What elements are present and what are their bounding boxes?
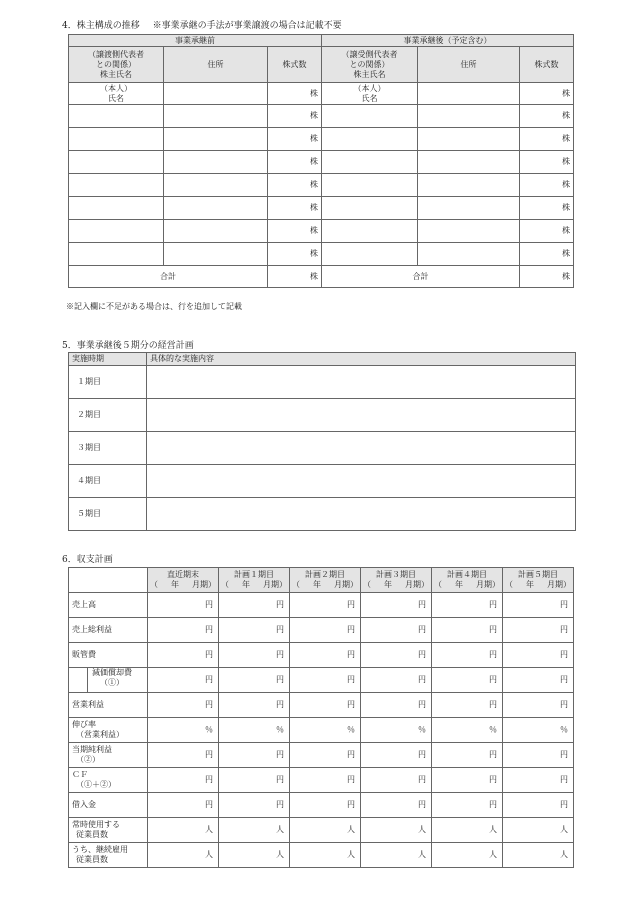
unit-label: 円	[276, 700, 284, 709]
fiscal-period-placeholder	[150, 580, 216, 590]
row-label	[69, 793, 148, 818]
unit-label: 円	[418, 750, 426, 759]
unit-label: 円	[276, 675, 284, 684]
name-label: 氏名	[361, 93, 378, 103]
unit-label: 円	[276, 750, 284, 759]
period-label: １期目	[69, 366, 147, 399]
fiscal-period-placeholder	[221, 580, 287, 590]
unit-cell	[503, 668, 574, 693]
unit-cell	[503, 843, 574, 868]
shares-unit: 株	[268, 105, 322, 128]
unit-cell	[361, 693, 432, 718]
period-column-header	[148, 568, 219, 593]
unit-cell	[219, 818, 290, 843]
row-label-line: （②）	[76, 755, 100, 764]
fiscal-period-part: 月期）	[547, 580, 571, 589]
unit-label: 人	[560, 825, 568, 834]
unit-cell	[290, 668, 361, 693]
unit-label: 円	[418, 700, 426, 709]
row-label	[69, 743, 148, 768]
shares-unit: 株	[520, 197, 574, 220]
unit-label: 円	[489, 675, 497, 684]
unit-cell	[148, 818, 219, 843]
section4-note: ※事業承継の手法が事業譲渡の場合は記載不要	[152, 21, 342, 31]
content-cell	[147, 498, 576, 531]
unit-label: 人	[347, 825, 355, 834]
unit-cell	[503, 593, 574, 618]
fiscal-period-placeholder	[292, 580, 358, 590]
unit-cell	[219, 643, 290, 668]
unit-label: 円	[276, 650, 284, 659]
shares-unit: 株	[520, 105, 574, 128]
shares-unit: 株	[520, 266, 574, 288]
table-row	[69, 465, 576, 498]
row-label-line: うち、継続雇用	[72, 845, 128, 854]
unit-cell	[432, 743, 503, 768]
unit-cell	[148, 593, 219, 618]
unit-label: 円	[560, 775, 568, 784]
unit-cell	[432, 718, 503, 743]
unit-label: 円	[560, 600, 568, 609]
row-label-line: 販管費	[72, 650, 96, 659]
shares-unit: 株	[520, 243, 574, 266]
unit-label: 円	[205, 625, 213, 634]
unit-label: 円	[418, 800, 426, 809]
row-label-line: 従業員数	[76, 855, 108, 864]
unit-cell	[361, 743, 432, 768]
unit-cell	[503, 743, 574, 768]
unit-cell	[290, 693, 361, 718]
section4-footnote: ※記入欄に不足がある場合は、行を追加して記載	[66, 302, 242, 311]
after-holder-self	[322, 83, 418, 105]
row-label-line: （営業利益）	[76, 730, 124, 739]
before-header: 事業承継前	[69, 35, 322, 47]
unit-label: 人	[489, 825, 497, 834]
unit-cell	[361, 768, 432, 793]
unit-label: 円	[347, 800, 355, 809]
unit-label: 円	[347, 775, 355, 784]
fiscal-period-part: 年	[384, 580, 392, 589]
section6-title: 6．収支計画	[62, 555, 113, 565]
unit-label: 人	[205, 825, 213, 834]
after-holder-header-line: （譲受側代表者	[341, 49, 398, 59]
unit-label: 円	[276, 775, 284, 784]
unit-cell	[290, 793, 361, 818]
unit-label: 人	[418, 850, 426, 859]
before-holder-self	[69, 83, 164, 105]
unit-cell	[290, 743, 361, 768]
table-row	[69, 718, 574, 743]
unit-cell	[503, 693, 574, 718]
shares-unit: 株	[268, 243, 322, 266]
period-header: 実施時期	[69, 353, 147, 366]
unit-label: 円	[418, 600, 426, 609]
table-row	[69, 220, 574, 243]
table-row	[69, 793, 574, 818]
unit-cell	[361, 618, 432, 643]
fiscal-period-part: 月期）	[263, 580, 287, 589]
unit-label: 円	[347, 625, 355, 634]
unit-cell	[361, 818, 432, 843]
self-label: （本人）	[353, 83, 386, 93]
unit-cell	[503, 818, 574, 843]
fiscal-period-part: 月期）	[405, 580, 429, 589]
table-row	[69, 366, 576, 399]
table-row	[69, 593, 574, 618]
table-row	[69, 818, 574, 843]
period-column-title: 計画３期目	[376, 570, 416, 579]
table-row	[69, 128, 574, 151]
row-label	[69, 668, 148, 693]
row-label	[69, 843, 148, 868]
unit-label: 円	[347, 600, 355, 609]
unit-label: 円	[347, 700, 355, 709]
before-holder-header-line: 株主氏名	[100, 69, 132, 79]
table-row	[69, 768, 574, 793]
unit-cell	[219, 593, 290, 618]
table-row	[69, 693, 574, 718]
unit-label: 円	[489, 625, 497, 634]
content-cell	[147, 399, 576, 432]
unit-label: 人	[489, 850, 497, 859]
shareholder-table	[68, 34, 574, 288]
table-row	[69, 498, 576, 531]
before-total-label: 合計	[69, 266, 268, 288]
address-cell	[164, 83, 268, 105]
table-row	[69, 668, 574, 693]
unit-cell	[432, 693, 503, 718]
unit-cell	[290, 618, 361, 643]
total-row	[69, 266, 574, 288]
table-row	[69, 151, 574, 174]
unit-cell	[148, 693, 219, 718]
unit-cell	[148, 793, 219, 818]
table-row	[69, 174, 574, 197]
fiscal-period-part: （	[221, 580, 229, 589]
table-row	[69, 399, 576, 432]
row-label-line: 営業利益	[72, 700, 104, 709]
before-holder-header-line: との関係）	[96, 59, 136, 69]
fiscal-period-part: （	[505, 580, 513, 589]
row-label-line: 減価償却費	[92, 668, 132, 677]
unit-label: 円	[276, 625, 284, 634]
row-label	[69, 768, 148, 793]
section5-title: 5．事業承継後５期分の経営計画	[62, 341, 194, 351]
table-row	[69, 197, 574, 220]
period-column-header	[219, 568, 290, 593]
unit-cell	[219, 693, 290, 718]
management-plan-table	[68, 352, 576, 531]
fiscal-period-part: （	[150, 580, 158, 589]
unit-label: 円	[560, 750, 568, 759]
corner-cell	[69, 568, 148, 593]
row-label-line: 当期純利益	[72, 745, 112, 754]
unit-label: 人	[560, 850, 568, 859]
unit-label: 円	[560, 800, 568, 809]
unit-label: 円	[489, 700, 497, 709]
fiscal-period-part: 年	[455, 580, 463, 589]
row-label	[69, 693, 148, 718]
unit-cell	[361, 643, 432, 668]
unit-label: 円	[205, 675, 213, 684]
table-row	[69, 843, 574, 868]
row-label-line: ＣＦ	[72, 770, 88, 779]
name-label: 氏名	[108, 93, 124, 103]
unit-cell	[290, 593, 361, 618]
row-label	[69, 593, 148, 618]
unit-label: 円	[489, 750, 497, 759]
after-shares-header: 株式数	[520, 47, 574, 83]
after-header: 事業承継後（予定含む）	[322, 35, 574, 47]
unit-label: 円	[489, 800, 497, 809]
row-label-line: 借入金	[72, 800, 96, 809]
unit-label: 円	[205, 650, 213, 659]
unit-label: 円	[347, 650, 355, 659]
shares-unit: 株	[268, 266, 322, 288]
unit-label: 円	[347, 675, 355, 684]
content-header: 具体的な実施内容	[147, 353, 576, 366]
period-label: ５期目	[69, 498, 147, 531]
unit-label: 人	[276, 825, 284, 834]
row-label-line: 売上総利益	[72, 625, 112, 634]
unit-label: 円	[418, 625, 426, 634]
row-label-line: 従業員数	[76, 830, 108, 839]
unit-cell	[148, 718, 219, 743]
section4-title-text: 4．株主構成の推移	[62, 21, 140, 31]
unit-label: 円	[489, 650, 497, 659]
unit-cell	[148, 743, 219, 768]
row-label-line: （①）	[100, 678, 124, 687]
fiscal-period-part: 年	[526, 580, 534, 589]
period-column-title: 計画２期目	[305, 570, 345, 579]
after-holder-header-line: との関係）	[349, 59, 390, 69]
unit-cell	[503, 718, 574, 743]
row-label-line: 伸び率	[72, 720, 96, 729]
period-column-header	[361, 568, 432, 593]
table-row	[69, 432, 576, 465]
row-label-line: 常時使用する	[72, 820, 120, 829]
before-shares-header: 株式数	[268, 47, 322, 83]
unit-cell	[219, 743, 290, 768]
table-row	[69, 243, 574, 266]
unit-label: 人	[276, 850, 284, 859]
unit-label: 円	[205, 700, 213, 709]
unit-cell	[219, 793, 290, 818]
unit-label: 円	[489, 775, 497, 784]
unit-cell	[503, 768, 574, 793]
row-label	[69, 718, 148, 743]
unit-cell	[432, 618, 503, 643]
period-column-title: 計画４期目	[447, 570, 487, 579]
unit-cell	[432, 818, 503, 843]
fiscal-period-placeholder	[434, 580, 500, 590]
shares-unit: 株	[520, 128, 574, 151]
period-column-title: 直近期末	[167, 570, 199, 579]
after-holder-header-line: 株主氏名	[353, 69, 386, 79]
unit-label: ％	[489, 725, 497, 734]
unit-label: ％	[205, 725, 213, 734]
unit-cell	[290, 643, 361, 668]
shares-unit: 株	[268, 174, 322, 197]
unit-cell	[219, 718, 290, 743]
period-column-title: 計画１期目	[234, 570, 274, 579]
unit-cell	[361, 718, 432, 743]
before-holder-header-line: （譲渡側代表者	[88, 49, 144, 59]
after-holder-header	[322, 47, 418, 83]
row-label-line: （①＋②）	[76, 780, 116, 789]
unit-cell	[148, 768, 219, 793]
table-row	[69, 83, 574, 105]
fiscal-period-part: （	[363, 580, 371, 589]
unit-cell	[219, 768, 290, 793]
unit-label: 円	[489, 600, 497, 609]
self-label: （本人）	[100, 83, 132, 93]
shares-unit: 株	[268, 83, 322, 105]
table-row	[69, 643, 574, 668]
fiscal-period-part: 月期）	[192, 580, 216, 589]
unit-cell	[432, 643, 503, 668]
unit-label: 円	[347, 750, 355, 759]
unit-cell	[290, 718, 361, 743]
unit-cell	[148, 618, 219, 643]
row-label	[69, 818, 148, 843]
fiscal-period-part: 年	[171, 580, 179, 589]
unit-cell	[219, 618, 290, 643]
fiscal-period-placeholder	[363, 580, 429, 590]
unit-cell	[432, 793, 503, 818]
unit-cell	[290, 843, 361, 868]
shares-unit: 株	[520, 151, 574, 174]
unit-label: 円	[205, 800, 213, 809]
unit-cell	[148, 668, 219, 693]
period-column-header	[432, 568, 503, 593]
period-label: ２期目	[69, 399, 147, 432]
fiscal-period-part: 月期）	[476, 580, 500, 589]
unit-label: 円	[560, 675, 568, 684]
shares-unit: 株	[268, 151, 322, 174]
unit-cell	[148, 643, 219, 668]
unit-cell	[432, 768, 503, 793]
shares-unit: 株	[520, 174, 574, 197]
unit-label: 円	[418, 650, 426, 659]
fiscal-period-placeholder	[505, 580, 571, 590]
shares-unit: 株	[268, 197, 322, 220]
unit-cell	[432, 668, 503, 693]
content-cell	[147, 366, 576, 399]
unit-cell	[361, 593, 432, 618]
unit-label: 円	[205, 775, 213, 784]
table-row	[69, 618, 574, 643]
period-label: ３期目	[69, 432, 147, 465]
unit-label: 円	[560, 700, 568, 709]
unit-label: 円	[205, 750, 213, 759]
unit-cell	[148, 843, 219, 868]
period-column-header	[290, 568, 361, 593]
table-row	[69, 105, 574, 128]
row-label	[69, 643, 148, 668]
unit-cell	[432, 843, 503, 868]
period-column-header	[503, 568, 574, 593]
unit-label: 人	[205, 850, 213, 859]
unit-label: 円	[276, 600, 284, 609]
unit-label: 人	[418, 825, 426, 834]
unit-label: 円	[276, 800, 284, 809]
address-cell	[418, 83, 520, 105]
unit-label: ％	[560, 725, 568, 734]
unit-cell	[219, 843, 290, 868]
unit-cell	[219, 668, 290, 693]
unit-cell	[290, 818, 361, 843]
unit-label: ％	[418, 725, 426, 734]
before-address-header: 住所	[164, 47, 268, 83]
before-holder-header	[69, 47, 164, 83]
unit-label: 人	[347, 850, 355, 859]
unit-label: 円	[418, 775, 426, 784]
fiscal-period-part: （	[292, 580, 300, 589]
fiscal-period-part: 年	[242, 580, 250, 589]
after-address-header: 住所	[418, 47, 520, 83]
content-cell	[147, 465, 576, 498]
unit-cell	[432, 593, 503, 618]
unit-label: ％	[347, 725, 355, 734]
unit-cell	[290, 768, 361, 793]
unit-cell	[361, 668, 432, 693]
income-plan-table	[68, 567, 574, 868]
shares-unit: 株	[520, 220, 574, 243]
fiscal-period-part: 年	[313, 580, 321, 589]
unit-cell	[361, 843, 432, 868]
content-cell	[147, 432, 576, 465]
unit-cell	[503, 618, 574, 643]
unit-cell	[503, 793, 574, 818]
fiscal-period-part: （	[434, 580, 442, 589]
shares-unit: 株	[268, 220, 322, 243]
unit-label: ％	[276, 725, 284, 734]
shares-unit: 株	[268, 128, 322, 151]
shares-unit: 株	[520, 83, 574, 105]
unit-label: 円	[205, 600, 213, 609]
table-row	[69, 743, 574, 768]
row-label-line: 売上高	[72, 600, 96, 609]
row-label	[69, 618, 148, 643]
period-label: ４期目	[69, 465, 147, 498]
section4-title	[62, 18, 342, 31]
unit-label: 円	[418, 675, 426, 684]
unit-label: 円	[560, 625, 568, 634]
unit-cell	[503, 643, 574, 668]
after-total-label: 合計	[322, 266, 520, 288]
period-column-title: 計画５期目	[518, 570, 558, 579]
unit-cell	[361, 793, 432, 818]
fiscal-period-part: 月期）	[334, 580, 358, 589]
unit-label: 円	[560, 650, 568, 659]
